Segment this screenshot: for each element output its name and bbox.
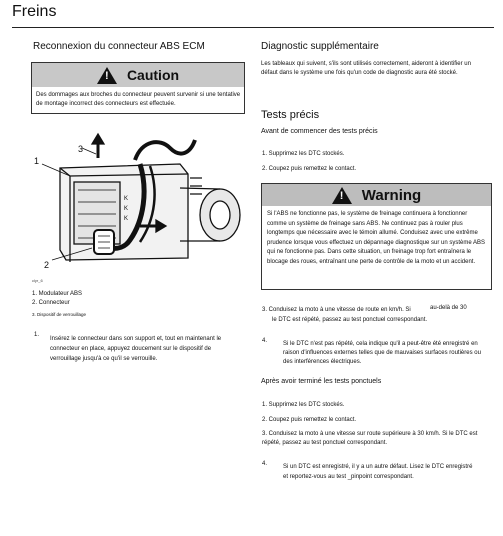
callout-3: 3: [78, 144, 84, 154]
legend-item-1: 1. Modulateur ABS: [32, 291, 83, 297]
section-title-tests: Tests précis: [261, 109, 320, 121]
header-rule: [12, 27, 494, 28]
section-title-diagnostic: Diagnostic supplémentaire: [261, 41, 379, 52]
abs-modulator-figure: [30, 130, 255, 280]
warning-label: Warning: [361, 186, 422, 204]
step-3-part-a: 3. Conduisez la moto à une vitesse de route en km/h. Si: [262, 307, 411, 313]
side-letter-1: K: [124, 196, 129, 202]
page-title: Freins: [12, 3, 57, 20]
section-title-reconnexion: Reconnexion du connecteur ABS ECM: [33, 41, 205, 52]
step-1-text: Insérez le connecteur dans son support et, tout en maintenant le connecteur en place, appuyez doucement sur le dispositif de verrouillage jusqu'à ce qu'il se verrouille.: [50, 336, 222, 362]
figure-code: clyr_6: [32, 278, 43, 283]
after-step-1: 1. Supprimez les DTC stockés.: [262, 402, 345, 408]
abs-modulator-drawing: [30, 130, 255, 280]
step-1-number: 1.: [34, 332, 40, 338]
callout-2: 2: [44, 260, 50, 270]
step-3-part-b: au-delà de 30: [430, 305, 467, 311]
caution-banner: [32, 63, 244, 87]
side-letter-3: K: [124, 216, 129, 222]
after-step-4-text: Si un DTC est enregistré, il y a un autre défaut. Lisez le DTC enregistré et reportez-vous au test _pinpoint correspondant.: [283, 464, 473, 480]
diagnostic-text: Les tableaux qui suivent, s'ils sont utilisés correctement, aideront à identifier un défaut dans le système une fois qu'un code de diagnostic aura été stocké.: [261, 61, 471, 76]
caution-text: Des dommages aux broches du connecteur peuvent survenir si une tentative de montage incorrect des connecteurs est effectuée.: [36, 92, 241, 107]
step-3-part-c: le DTC est répété, passez au test ponctuel correspondant.: [272, 317, 428, 323]
warning-banner: [262, 184, 491, 206]
step-4-text: Si le DTC n'est pas répété, cela indique qu'il a peut-être été enregistré en raison d'influences externes telles que de mauvaises surfaces routières ou des interférences électriques.: [283, 341, 481, 365]
subsection-after-tests: Après avoir terminé les tests ponctuels: [261, 378, 382, 385]
caution-box: [31, 62, 245, 114]
side-letter-2: K: [124, 206, 129, 212]
before-step-2: 2. Coupez puis remettez le contact.: [262, 166, 357, 172]
subsection-before-tests: Avant de commencer des tests précis: [261, 128, 378, 135]
warning-text: Si l'ABS ne fonctionne pas, le système de freinage continuera à fonctionner comme un système de freinage sans ABS. Ne continuez pas à rouler plus longtemps que nécessaire avec le témoin allumé. Conduisez avec une extrême prudence lorsque vous effectuez un dépannage diagnostique sur un système ABS qui ne fonctionne pas. Dans cette situation, un freinage trop fort entraînera le blocage des roues, entraînant une perte de contrôle de la moto et un accident.: [267, 211, 486, 265]
warning-triangle-icon: [97, 67, 117, 84]
legend-item-3: 3. Dispositif de verrouillage: [32, 312, 87, 317]
step-4-number: 4.: [262, 338, 268, 344]
legend-item-2: 2. Connecteur: [32, 300, 70, 306]
callout-1: 1: [34, 156, 40, 166]
before-step-1: 1. Supprimez les DTC stockés.: [262, 151, 345, 157]
warning-triangle-icon: [332, 187, 352, 204]
warning-box: [261, 183, 492, 290]
after-step-2: 2. Coupez puis remettez le contact.: [262, 417, 357, 423]
caution-label: Caution: [126, 67, 180, 83]
after-step-3: 3. Conduisez la moto à une vitesse sur route supérieure à 30 km/h. Si le DTC est répété, passez au test ponctuel correspondant.: [262, 431, 478, 446]
after-step-4-number: 4.: [262, 461, 268, 467]
